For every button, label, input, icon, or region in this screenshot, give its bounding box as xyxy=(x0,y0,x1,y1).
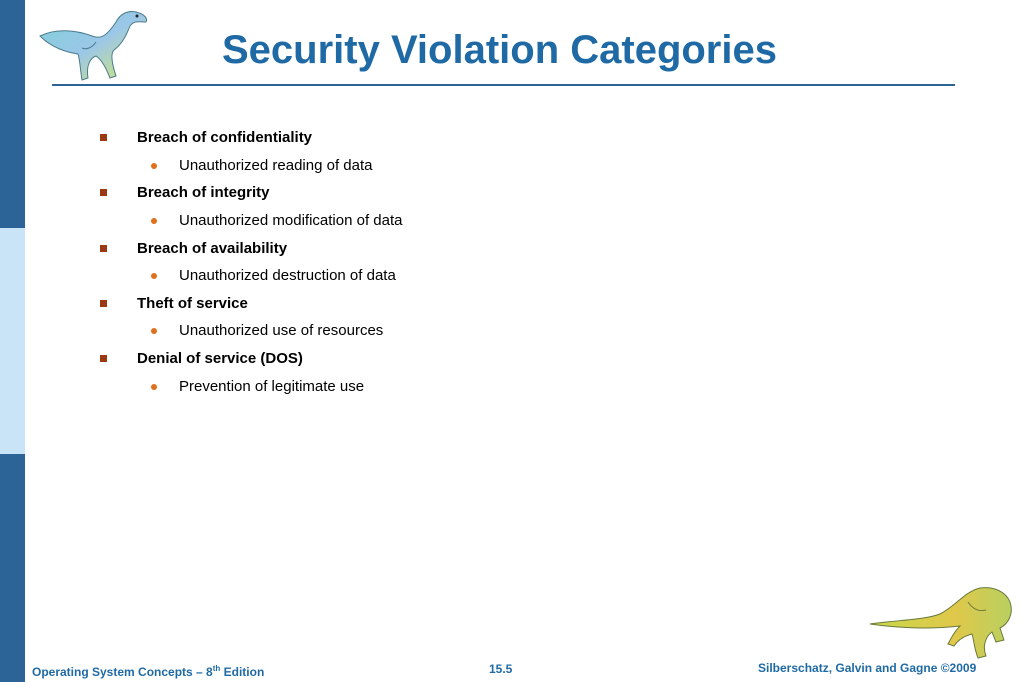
square-bullet-icon xyxy=(100,134,107,141)
dot-bullet-icon xyxy=(151,328,157,334)
list-item-heading: Denial of service (DOS) xyxy=(137,350,303,367)
list-item-detail: Unauthorized destruction of data xyxy=(179,267,396,284)
dinosaur-icon xyxy=(868,584,1016,660)
list-item-detail: Unauthorized use of resources xyxy=(179,322,384,339)
list-item-detail: Unauthorized modification of data xyxy=(179,212,403,229)
square-bullet-icon xyxy=(100,355,107,362)
footer-copyright: Silberschatz, Galvin and Gagne ©2009 xyxy=(758,661,977,675)
page-title: Security Violation Categories xyxy=(222,28,777,72)
sidebar-bottom-band xyxy=(0,454,25,682)
list-item-heading: Breach of availability xyxy=(137,240,288,257)
footer-page-number: 15.5 xyxy=(489,662,513,676)
list-item-detail: Prevention of legitimate use xyxy=(179,378,365,395)
footer-course-title: Operating System Concepts – 8th Edition xyxy=(32,664,265,679)
dot-bullet-icon xyxy=(151,218,157,224)
square-bullet-icon xyxy=(100,189,107,196)
sidebar-top-band xyxy=(0,0,25,228)
list-item-detail: Unauthorized reading of data xyxy=(179,157,373,174)
list-item-heading: Theft of service xyxy=(137,295,248,312)
list-item-heading: Breach of integrity xyxy=(137,184,270,201)
dot-bullet-icon xyxy=(151,384,157,390)
title-divider xyxy=(52,84,955,86)
sidebar-middle-band xyxy=(0,228,25,454)
dot-bullet-icon xyxy=(151,273,157,279)
square-bullet-icon xyxy=(100,245,107,252)
dot-bullet-icon xyxy=(151,163,157,169)
dinosaur-icon xyxy=(36,6,156,84)
square-bullet-icon xyxy=(100,300,107,307)
list-item-heading: Breach of confidentiality xyxy=(137,129,313,146)
